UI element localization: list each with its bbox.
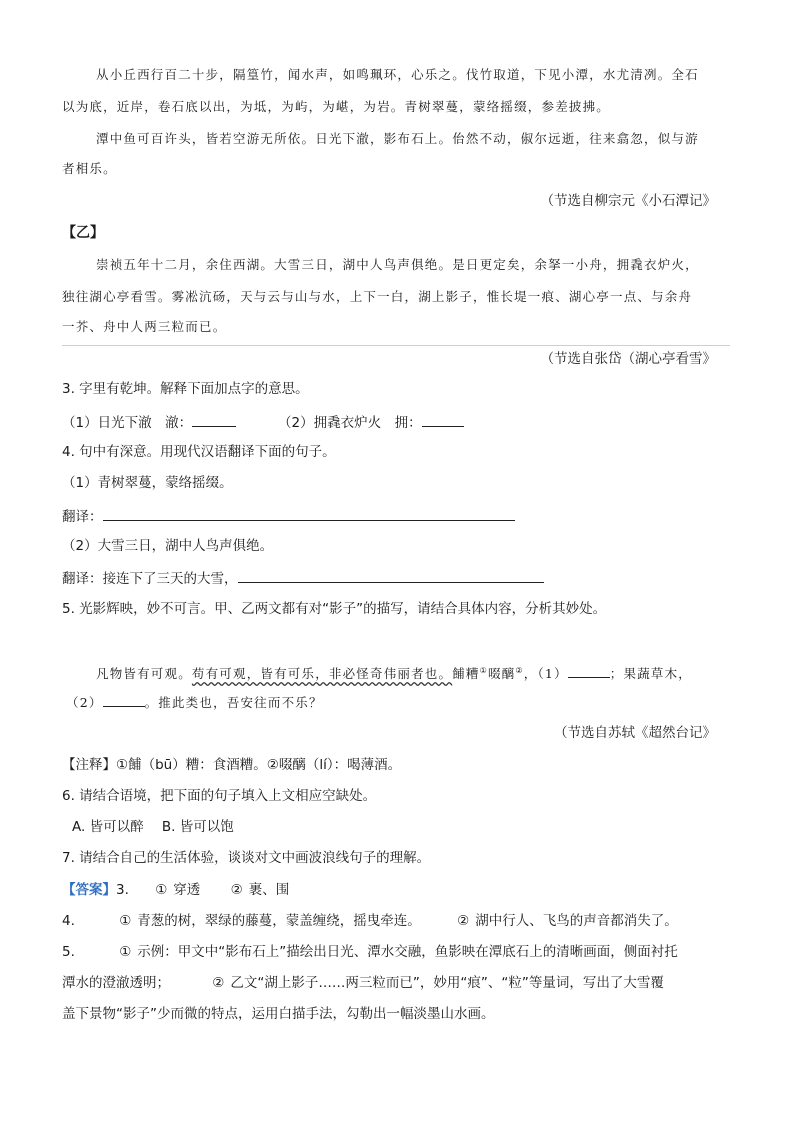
answer-5-2-line-1: 乙文“湖上影子……两三粒而已”，妙用“痕”、“粒”等量词，写出了大雪覆 xyxy=(230,975,664,991)
note-marker-1: ① xyxy=(479,666,488,675)
option-b: B. 皆可以饱 xyxy=(161,819,234,835)
option-a: A. 皆可以醉 xyxy=(72,819,144,835)
translation-line-2 xyxy=(62,568,544,588)
answer-5-mark-1: ① xyxy=(119,944,132,960)
question-4-item-2: （2）大雪三日，湖中人鸟声俱绝。 xyxy=(62,538,274,554)
answer-5-line-1 xyxy=(62,943,678,961)
section-yi-tag: 【乙】 xyxy=(62,225,104,241)
question-3-item-1-text: （1）日光下澈 澈： xyxy=(62,415,193,431)
answer-4-num: 4. xyxy=(62,913,75,929)
translation-line-1 xyxy=(62,506,515,526)
answer-3-2: 裹、围 xyxy=(248,882,290,898)
passage-jia-line-2: 以为底，近岸，卷石底以出，为坻，为屿，为嵁，为岩。青树翠蔓，蒙络摇缀，参差披拂。 xyxy=(62,99,611,114)
passage-jia-line-4: 者相乐。 xyxy=(62,161,117,176)
passage-c-line-1 xyxy=(96,662,692,683)
answer-5-1-line-1: 示例：甲文中“影布石上”描绘出日光、潭水交融，鱼影映在潭底石上的清晰画面，侧面衬托 xyxy=(137,944,678,960)
question-3-item-2-text: （2）拥毳衣炉火 拥： xyxy=(278,415,422,431)
passage-c-text-f: （2） xyxy=(66,695,103,710)
passage-c-source: （节选自苏轼《超然台记》 xyxy=(554,725,716,741)
passage-c-text-g: 。推此类也，吾安往而不乐？ xyxy=(144,695,323,710)
answer-3 xyxy=(62,881,289,899)
translation-prefix: 翻译：接连下了三天的大雪， xyxy=(62,571,238,587)
answer-3-num: 3. xyxy=(116,882,129,898)
notes: 【注释】①餔（bū）糟：食酒糟。②啜醨（lí）：喝薄酒。 xyxy=(62,757,402,773)
fill-blank-1[interactable] xyxy=(568,663,610,678)
note-marker-2: ② xyxy=(515,666,524,675)
wavy-underlined-sentence: 苟有可观，皆有可乐，非必怪奇伟丽者也。 xyxy=(191,666,453,682)
answer-3-mark-2: ② xyxy=(230,882,243,898)
question-3-item-1 xyxy=(62,412,236,432)
answer-5-line-2 xyxy=(62,974,664,992)
passage-c-text-b: 餔糟 xyxy=(452,666,480,682)
answer-5-mark-2: ② xyxy=(212,975,225,991)
passage-yi-line-1: 崇祯五年十二月，余住西湖。大雪三日，湖中人鸟声俱绝。是日更定矣，余拏一小舟，拥毳衣炉火， xyxy=(96,257,699,272)
passage-yi-line-3: 一芥、舟中人两三粒而已。 xyxy=(62,319,227,334)
answer-3-mark-1: ① xyxy=(155,882,168,898)
answer-4-mark-1: ① xyxy=(119,913,132,929)
answer-4 xyxy=(62,912,678,930)
question-4-item-1: （1）青树翠蔓，蒙络摇缀。 xyxy=(62,475,233,491)
question-4: 4. 句中有深意。用现代汉语翻译下面的句子。 xyxy=(62,444,336,460)
answer-4-2: 湖中行人、飞鸟的声音都消失了。 xyxy=(475,913,678,929)
divider xyxy=(62,345,730,346)
passage-jia-line-1: 从小丘西行百二十步，隔篁竹，闻水声，如鸣珮环，心乐之。伐竹取道，下见小潭，水尤清冽。全石 xyxy=(96,67,699,82)
passage-c-text-c: 啜醨 xyxy=(488,666,516,682)
answer-blank[interactable] xyxy=(238,568,544,583)
passage-c-text-d: ，（1） xyxy=(523,666,568,682)
question-6: 6. 请结合语境，把下面的句子填入上文相应空缺处。 xyxy=(62,788,377,804)
passage-yi-line-2: 独往湖心亭看雪。雾凇沆砀，天与云与山与水，上下一白，湖上影子，惟长堤一痕、湖心亭一点、与余舟 xyxy=(62,289,693,304)
answer-5-1-line-2: 潭水的澄澈透明； xyxy=(62,975,170,991)
answer-blank[interactable] xyxy=(422,412,464,427)
passage-c-text-a: 凡物皆有可观。 xyxy=(96,666,192,682)
question-3: 3. 字里有乾坤。解释下面加点字的意思。 xyxy=(62,381,309,397)
passage-jia-line-3: 潭中鱼可百许头，皆若空游无所依。日光下澈，影布石上。佁然不动，俶尔远逝，往来翕忽，似与游 xyxy=(96,131,699,146)
question-3-item-2 xyxy=(278,412,464,432)
passage-c-text-e: ；果蔬草木， xyxy=(609,666,692,682)
passage-jia-source: （节选自柳宗元《小石潭记》 xyxy=(540,193,716,209)
question-6-options xyxy=(72,818,234,836)
answer-3-1: 穿透 xyxy=(173,882,201,898)
answer-blank[interactable] xyxy=(192,412,236,427)
answer-5-line-3: 盖下景物“影子”少而微的特点，运用白描手法，勾勒出一幅淡墨山水画。 xyxy=(62,1006,495,1022)
question-7: 7. 请结合自己的生活体验，谈谈对文中画波浪线句子的理解。 xyxy=(62,850,431,866)
answer-5-num: 5. xyxy=(62,944,75,960)
answer-blank[interactable] xyxy=(103,506,515,521)
answer-4-1: 青葱的树，翠绿的藤蔓，蒙盖缠绕，摇曳牵连。 xyxy=(137,913,421,929)
translation-label: 翻译： xyxy=(62,509,103,525)
question-5: 5. 光影辉映，妙不可言。甲、乙两文都有对“影子”的描写，请结合具体内容，分析其妙处。 xyxy=(62,601,607,617)
passage-yi-source: （节选自张岱（湖心亭看雪》 xyxy=(540,351,716,367)
answer-4-mark-2: ② xyxy=(457,913,470,929)
answer-tag: 【答案】 xyxy=(62,882,116,898)
passage-c-line-2 xyxy=(66,692,323,712)
fill-blank-2[interactable] xyxy=(103,692,145,707)
